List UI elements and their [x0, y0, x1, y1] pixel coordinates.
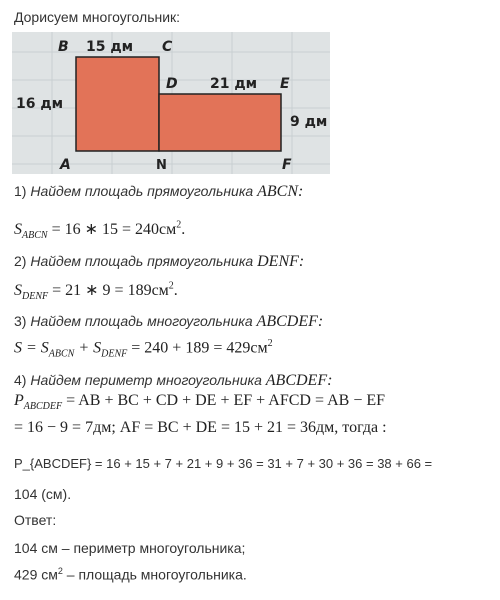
formula-superscript: 2 [176, 219, 182, 231]
dim-ab: 16 дм [16, 96, 64, 112]
rect-abcn [76, 57, 159, 151]
formula-superscript: 2 [267, 338, 273, 349]
formula-subscript-2: DENF [101, 348, 128, 360]
formula-s-abcn [14, 219, 185, 241]
step-text: Найдем периметр многоугольника [30, 372, 262, 388]
step-number: 3) [14, 313, 27, 329]
dim-ef: 9 дм [290, 114, 328, 130]
vertex-e: E [280, 76, 290, 92]
formula-superscript: 2 [168, 280, 174, 292]
formula-subscript-1: ABCN [48, 348, 75, 360]
formula-tail: . [181, 221, 186, 238]
vertex-c: C [162, 39, 173, 55]
step-3 [14, 313, 323, 331]
intro-text: Дорисуем многоугольник: [14, 9, 181, 25]
answer-area-value: 429 см [14, 566, 58, 583]
formula-s-denf [14, 280, 178, 302]
vertex-a: A [60, 157, 71, 173]
formula-lhs: S = S [14, 339, 49, 357]
step-figure-name: ABCN: [257, 183, 304, 200]
formula-perimeter-line3: P_{ABCDEF} = 16 + 15 + 7 + 21 + 9 + 36 = 31 + 7 + 30 + 36 = 38 + 66 = [14, 456, 433, 471]
formula-subscript: ABCN [22, 230, 48, 242]
formula-perimeter-line4: 104 (см). [14, 486, 72, 502]
answer-area [14, 566, 247, 583]
formula-rhs: = 21 ∗ 9 = 189см [52, 282, 169, 299]
vertex-d: D [166, 76, 178, 92]
formula-rhs: = AB + BC + CD + DE + EF + AFCD = AB − EF [62, 392, 386, 409]
step-text: Найдем площадь многоугольника [30, 313, 253, 329]
answer-area-text: – площадь многоугольника. [62, 566, 247, 583]
step-figure-name: DENF: [257, 253, 305, 270]
formula-perimeter-line2: = 16 − 9 = 7дм; AF = BC + DE = 15 + 21 = 36дм, тогда : [14, 419, 387, 436]
formula-symbol: S [14, 221, 22, 238]
formula-symbol: S [14, 282, 22, 299]
step-1 [14, 183, 303, 201]
answer-perimeter: 104 см – периметр многоугольника; [14, 540, 246, 556]
formula-rhs: = 240 + 189 = 429см [127, 339, 268, 357]
dim-de: 21 дм [210, 76, 258, 92]
formula-rhs: = 16 ∗ 15 = 240см [51, 221, 177, 238]
answer-label: Ответ: [14, 512, 57, 528]
rect-denf [159, 94, 281, 151]
vertex-b: B [58, 39, 69, 55]
formula-subscript: DENF [22, 291, 49, 303]
step-text: Найдем площадь прямоугольника [30, 253, 254, 269]
step-number: 1) [14, 183, 27, 199]
step-figure-name: ABCDEF: [265, 372, 333, 389]
step-figure-name: ABCDEF: [256, 313, 324, 330]
vertex-f: F [282, 157, 292, 173]
step-text: Найдем площадь прямоугольника [30, 183, 254, 199]
step-4 [14, 372, 332, 390]
formula-s-total [14, 338, 273, 360]
answer-area-superscript: 2 [57, 566, 63, 576]
polygon-figure [12, 32, 330, 174]
step-number: 2) [14, 253, 27, 269]
formula-mid: + S [74, 339, 102, 357]
formula-symbol: P [14, 392, 24, 409]
formula-perimeter-line1 [14, 392, 385, 412]
step-number: 4) [14, 372, 27, 388]
formula-subscript: ABCDEF [23, 401, 63, 413]
formula-tail: . [173, 282, 178, 299]
dim-bc: 15 дм [86, 39, 134, 55]
vertex-n: N [156, 158, 167, 173]
step-2 [14, 253, 304, 271]
